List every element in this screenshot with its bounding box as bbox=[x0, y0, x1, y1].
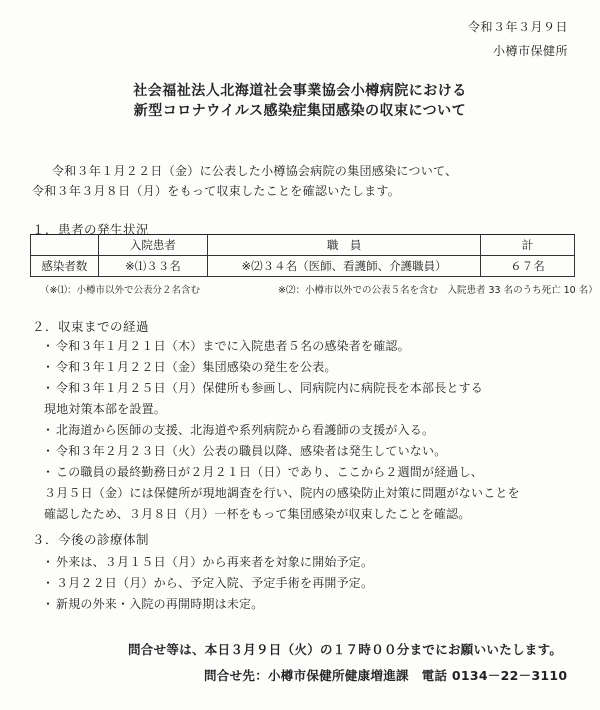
table-note-1: （※⑴：小樽市以外で公表分２名含む bbox=[40, 285, 200, 296]
list-item-continuation: 確認したため、３月８日（月）一杯をもって集団感染が収束したことを確認。 bbox=[44, 507, 471, 521]
table-cell-inpatients: ※⑴３３名 bbox=[98, 256, 207, 277]
section3-heading: ３．今後の診療体制 bbox=[32, 532, 150, 547]
intro-line1: 令和３年１月２２日（金）に公表した小樽協会病院の集団感染について、 bbox=[52, 164, 458, 178]
intro-line2: 令和３年３月８日（月）をもって収束したことを確認いたします。 bbox=[32, 184, 401, 198]
list-item: ・ 令和３年１月２２日（金）集団感染の発生を公表。 bbox=[44, 357, 520, 378]
table-corner-cell bbox=[31, 235, 99, 256]
contact-deadline: 問合せ等は、本日３月９日（火）の１７時００分までにお願いいたします。 bbox=[128, 642, 563, 657]
list-item: ・ 令和３年２月２３日（火）公表の職員以降、感染者は発生していない。 bbox=[44, 441, 520, 462]
list-item: ・ ３月２２日（月）から、予定入院、予定手術を再開予定。 bbox=[44, 573, 373, 594]
section2-heading: ２．収束までの経過 bbox=[32, 319, 150, 334]
table-header-row bbox=[31, 235, 575, 256]
table-cell-total: ６７名 bbox=[481, 256, 575, 277]
list-item-continuation: 現地対策本部を設置。 bbox=[44, 402, 167, 416]
progress-list bbox=[44, 336, 520, 525]
list-item-continuation: ３月５日（金）には保健所が現地調査を行い、院内の感染防止対策に問題がないことを bbox=[44, 486, 520, 500]
contact-info: 問合せ先：小樽市保健所健康増進課 電話 0134－22－3110 bbox=[204, 668, 568, 683]
patient-count-table bbox=[30, 234, 575, 277]
table-header-total: 計 bbox=[481, 235, 575, 256]
future-plan-list bbox=[44, 552, 373, 615]
list-item: ・ 北海道から医師の支援、北海道や系列病院から看護師の支援が入る。 bbox=[44, 420, 520, 441]
table-row-label: 感染者数 bbox=[31, 256, 99, 277]
table-cell-staff: ※⑵３４名（医師、看護師、介護職員） bbox=[208, 256, 481, 277]
list-item: ・ この職員の最終勤務日が２月２１日（日）であり、ここから２週間が経過し、 ３月５日（金）には保健所が現地調査を行い、院内の感染防止対策に問題がないことを 確認したため、３月８日（月）一杯をもって集団感染が収束したことを確認。 bbox=[44, 462, 520, 525]
list-item: ・ 外来は、３月１５日（月）から再来者を対象に開始予定。 bbox=[44, 552, 373, 573]
document-date: 令和３年３月９日 bbox=[467, 20, 568, 34]
list-item: ・ 令和３年１月２５日（月）保健所も参画し、同病院内に病院長を本部長とする 現地対策本部を設置。 bbox=[44, 378, 520, 420]
list-item: ・ 新規の外来・入院の再開時期は未定。 bbox=[44, 594, 373, 615]
issuing-office: 小樽市保健所 bbox=[492, 44, 568, 58]
document-title-line1: 社会福祉法人北海道社会事業協会小樽病院における bbox=[133, 83, 467, 99]
table-header-inpatients: 入院患者 bbox=[98, 235, 207, 256]
table-row bbox=[31, 256, 575, 277]
table-note-2: ※⑵：小樽市以外での公表５名を含む 入院患者 33 名のうち死亡 10 名） bbox=[278, 285, 598, 296]
document-title-line2: 新型コロナウイルス感染症集団感染の収束について bbox=[133, 103, 467, 119]
table-header-staff: 職 員 bbox=[208, 235, 481, 256]
section1-heading: １．患者の発生状況 bbox=[32, 222, 150, 237]
list-item: ・ 令和３年１月２１日（木）までに入院患者５名の感染者を確認。 bbox=[44, 336, 520, 357]
